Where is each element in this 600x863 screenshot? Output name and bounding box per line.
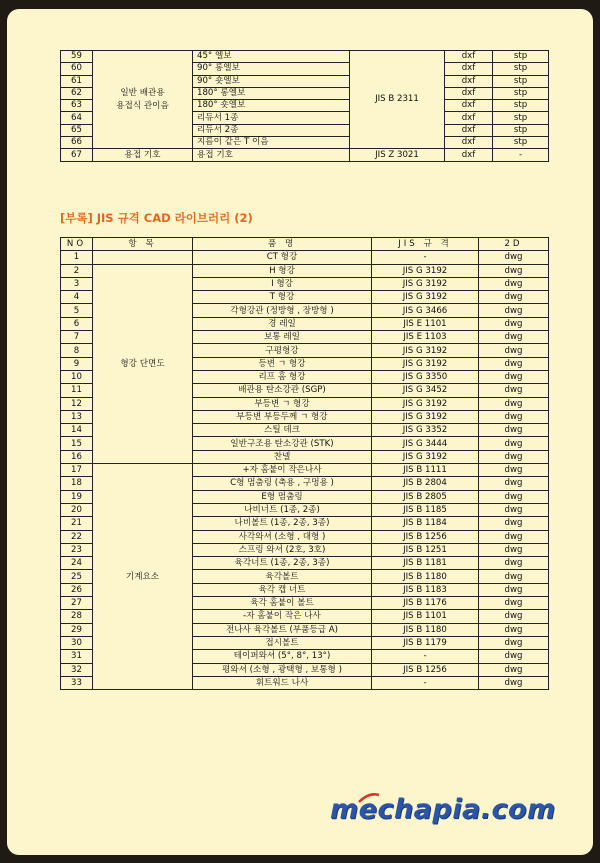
row-number: 64 — [61, 112, 93, 124]
stp-format: stp — [493, 100, 549, 112]
format-cell: dwg — [479, 597, 549, 610]
part-name: +자 홈붙이 작은나사 — [193, 464, 372, 477]
row-number: 59 — [61, 51, 93, 63]
format-cell: dwg — [479, 344, 549, 357]
standard-cell: JIS G 3192 — [372, 410, 479, 423]
row-number: 61 — [61, 75, 93, 87]
item-cell: 용접 기호 — [93, 149, 193, 161]
part-name: 등변 ㄱ 형강 — [193, 357, 372, 370]
part-name: 경 레일 — [193, 317, 372, 330]
standard-cell: JIS G 3452 — [372, 384, 479, 397]
group-label-line: 일반 배관용 — [120, 87, 165, 98]
part-name: E형 멈춤링 — [193, 490, 372, 503]
stp-format: stp — [493, 51, 549, 63]
format-cell: dwg — [479, 610, 549, 623]
format-cell: dwg — [479, 477, 549, 490]
table-row — [61, 149, 549, 161]
standard-cell: - — [372, 676, 479, 689]
format-cell: dwg — [479, 650, 549, 663]
part-name: 리듀서 1종 — [193, 112, 350, 124]
format-cell: dwg — [479, 384, 549, 397]
stp-format: stp — [493, 137, 549, 149]
standard-cell: JIS E 1103 — [372, 331, 479, 344]
header-format: 2D — [479, 238, 549, 251]
standard-cell: JIS G 3192 — [372, 450, 479, 463]
format-cell: dwg — [479, 370, 549, 383]
part-name: 평와셔 (소형 , 광택형 , 보통형 ) — [193, 663, 372, 676]
row-number: 13 — [61, 410, 93, 423]
format-cell: dwg — [479, 623, 549, 636]
part-name: 사각와셔 (소형 , 대형 ) — [193, 530, 372, 543]
header-standard: JIS 규 격 — [372, 238, 479, 251]
part-name: 나비볼트 (1종, 2종, 3종) — [193, 517, 372, 530]
part-name: 각형강관 (정방형 , 장방형 ) — [193, 304, 372, 317]
part-name: 육각 홈붙이 볼트 — [193, 597, 372, 610]
row-number: 26 — [61, 583, 93, 596]
format-cell: dwg — [479, 464, 549, 477]
part-name: 90° 롱엘보 — [193, 63, 350, 75]
dxf-format: dxf — [445, 137, 493, 149]
part-name: 지름이 같은 T 이음 — [193, 137, 350, 149]
part-name: 일반구조용 탄소강관 (STK) — [193, 437, 372, 450]
document-page — [7, 9, 593, 855]
part-name: C형 멈춤링 (축용 , 구멍용 ) — [193, 477, 372, 490]
row-number: 67 — [61, 149, 93, 161]
row-number: 65 — [61, 124, 93, 136]
row-number: 62 — [61, 87, 93, 99]
row-number: 1 — [61, 251, 93, 264]
row-number: 6 — [61, 317, 93, 330]
standard-cell: JIS G 3352 — [372, 424, 479, 437]
standard-cell: JIS G 3192 — [372, 291, 479, 304]
part-name: 구평형강 — [193, 344, 372, 357]
row-number: 30 — [61, 636, 93, 649]
part-name: 스틸 데크 — [193, 424, 372, 437]
row-number: 29 — [61, 623, 93, 636]
table-row — [61, 264, 549, 277]
row-number: 31 — [61, 650, 93, 663]
standard-cell: JIS B 1256 — [372, 663, 479, 676]
part-name: 휘트워드 나사 — [193, 676, 372, 689]
format-cell: dwg — [479, 570, 549, 583]
part-name: 180° 롱엘보 — [193, 87, 350, 99]
standard-cell: JIS B 1179 — [372, 636, 479, 649]
standard-cell: JIS G 3466 — [372, 304, 479, 317]
standard-cell: JIS B 2311 — [350, 51, 445, 149]
format-cell: dwg — [479, 251, 549, 264]
part-name: 테이퍼와셔 (5°, 8°, 13°) — [193, 650, 372, 663]
standard-cell: JIS B 1180 — [372, 570, 479, 583]
standard-cell: JIS G 3192 — [372, 397, 479, 410]
part-name: 리듀서 2종 — [193, 124, 350, 136]
standard-cell: JIS G 3192 — [372, 264, 479, 277]
format-cell: dwg — [479, 410, 549, 423]
format-cell: dwg — [479, 264, 549, 277]
row-number: 66 — [61, 137, 93, 149]
standard-cell: JIS B 1256 — [372, 530, 479, 543]
standard-cell: JIS G 3192 — [372, 344, 479, 357]
row-number: 21 — [61, 517, 93, 530]
row-number: 63 — [61, 100, 93, 112]
standard-cell: JIS G 3350 — [372, 370, 479, 383]
row-number: 24 — [61, 557, 93, 570]
standard-cell: JIS B 1101 — [372, 610, 479, 623]
format-cell: dwg — [479, 636, 549, 649]
part-name: -자 홈붙이 작은 나사 — [193, 610, 372, 623]
dxf-format: dxf — [445, 63, 493, 75]
row-number: 17 — [61, 464, 93, 477]
format-cell: dwg — [479, 557, 549, 570]
table-row — [61, 51, 549, 63]
dxf-format: dxf — [445, 51, 493, 63]
format-cell: dwg — [479, 517, 549, 530]
format-cell: dwg — [479, 663, 549, 676]
part-name: 스프링 와셔 (2호, 3호) — [193, 543, 372, 556]
format-cell: dwg — [479, 357, 549, 370]
logo-wordmark: mechapia.com — [330, 794, 556, 825]
standard-cell: JIS E 1101 — [372, 317, 479, 330]
part-name: 접시볼트 — [193, 636, 372, 649]
cad-library-table — [60, 237, 549, 690]
row-number: 15 — [61, 437, 93, 450]
group-label-line: 용접식 관이음 — [116, 100, 169, 111]
pipe-fitting-table — [60, 50, 549, 162]
part-name: 육각 캡 너트 — [193, 583, 372, 596]
row-number: 60 — [61, 63, 93, 75]
row-number: 25 — [61, 570, 93, 583]
standard-cell: JIS B 2804 — [372, 477, 479, 490]
mechapia-logo — [330, 792, 570, 832]
format-cell: dwg — [479, 490, 549, 503]
table-row — [61, 251, 549, 264]
row-number: 23 — [61, 543, 93, 556]
part-name: I 형강 — [193, 277, 372, 290]
group-cell — [93, 51, 193, 149]
standard-cell: JIS G 3192 — [372, 277, 479, 290]
standard-cell: - — [372, 251, 479, 264]
format-cell: dwg — [479, 676, 549, 689]
format-cell: dwg — [479, 397, 549, 410]
format-cell: dwg — [479, 424, 549, 437]
section-title: [부록] JIS 규격 CAD 라이브러리 (2) — [60, 211, 253, 225]
header-part-name: 품 명 — [193, 238, 372, 251]
part-name: 90° 숏엘보 — [193, 75, 350, 87]
stp-format: stp — [493, 87, 549, 99]
part-name: 리프 홈 형강 — [193, 370, 372, 383]
row-number: 14 — [61, 424, 93, 437]
standard-cell: JIS B 1251 — [372, 543, 479, 556]
row-number: 16 — [61, 450, 93, 463]
format-cell: dwg — [479, 277, 549, 290]
part-name: T 형강 — [193, 291, 372, 304]
row-number: 28 — [61, 610, 93, 623]
row-number: 33 — [61, 676, 93, 689]
row-number: 32 — [61, 663, 93, 676]
stp-format: stp — [493, 63, 549, 75]
part-name: 180° 숏엘보 — [193, 100, 350, 112]
format-cell: dwg — [479, 583, 549, 596]
part-name: 용접 기호 — [193, 149, 350, 161]
stp-format: - — [493, 149, 549, 161]
format-cell: dwg — [479, 543, 549, 556]
standard-cell: JIS B 1183 — [372, 583, 479, 596]
part-name: 육각볼트 — [193, 570, 372, 583]
standard-cell: JIS B 1181 — [372, 557, 479, 570]
format-cell: dwg — [479, 450, 549, 463]
standard-cell: - — [372, 650, 479, 663]
format-cell: dwg — [479, 291, 549, 304]
row-number: 18 — [61, 477, 93, 490]
format-cell: dwg — [479, 503, 549, 516]
dxf-format: dxf — [445, 75, 493, 87]
stp-format: stp — [493, 75, 549, 87]
part-name: 나비너트 (1종, 2종) — [193, 503, 372, 516]
standard-cell: JIS B 1184 — [372, 517, 479, 530]
format-cell: dwg — [479, 317, 549, 330]
dxf-format: dxf — [445, 124, 493, 136]
stp-format: stp — [493, 112, 549, 124]
format-cell: dwg — [479, 331, 549, 344]
table-header-row — [61, 238, 549, 251]
standard-cell: JIS G 3192 — [372, 357, 479, 370]
part-name: 부등변 ㄱ 형강 — [193, 397, 372, 410]
table-row — [61, 464, 549, 477]
format-cell: dwg — [479, 530, 549, 543]
standard-cell: JIS B 1176 — [372, 597, 479, 610]
row-number: 12 — [61, 397, 93, 410]
row-number: 27 — [61, 597, 93, 610]
standard-cell: JIS B 1180 — [372, 623, 479, 636]
standard-cell: JIS G 3444 — [372, 437, 479, 450]
part-name: 전나사 육각볼트 (부품등급 A) — [193, 623, 372, 636]
row-number: 22 — [61, 530, 93, 543]
row-number: 11 — [61, 384, 93, 397]
dxf-format: dxf — [445, 87, 493, 99]
header-no: NO — [61, 238, 93, 251]
row-number: 4 — [61, 291, 93, 304]
row-number: 9 — [61, 357, 93, 370]
part-name: 육각너트 (1종, 2종, 3종) — [193, 557, 372, 570]
standard-cell: JIS B 2805 — [372, 490, 479, 503]
item-cell — [93, 251, 193, 264]
standard-cell: JIS Z 3021 — [350, 149, 445, 161]
part-name: 배관용 탄소강관 (SGP) — [193, 384, 372, 397]
row-number: 7 — [61, 331, 93, 344]
part-name: 찬넬 — [193, 450, 372, 463]
standard-cell: JIS B 1111 — [372, 464, 479, 477]
header-item: 항 목 — [93, 238, 193, 251]
group-cell: 기계요소 — [93, 464, 193, 690]
stp-format: stp — [493, 124, 549, 136]
dxf-format: dxf — [445, 112, 493, 124]
part-name: 보통 레일 — [193, 331, 372, 344]
part-name: CT 형강 — [193, 251, 372, 264]
row-number: 8 — [61, 344, 93, 357]
group-cell: 형강 단면도 — [93, 264, 193, 463]
row-number: 20 — [61, 503, 93, 516]
part-name: 부등변 부등두께 ㄱ 형강 — [193, 410, 372, 423]
row-number: 10 — [61, 370, 93, 383]
part-name: 45° 엘보 — [193, 51, 350, 63]
row-number: 5 — [61, 304, 93, 317]
format-cell: dwg — [479, 304, 549, 317]
dxf-format: dxf — [445, 149, 493, 161]
standard-cell: JIS B 1185 — [372, 503, 479, 516]
dxf-format: dxf — [445, 100, 493, 112]
part-name: H 형강 — [193, 264, 372, 277]
row-number: 19 — [61, 490, 93, 503]
row-number: 3 — [61, 277, 93, 290]
format-cell: dwg — [479, 437, 549, 450]
row-number: 2 — [61, 264, 93, 277]
